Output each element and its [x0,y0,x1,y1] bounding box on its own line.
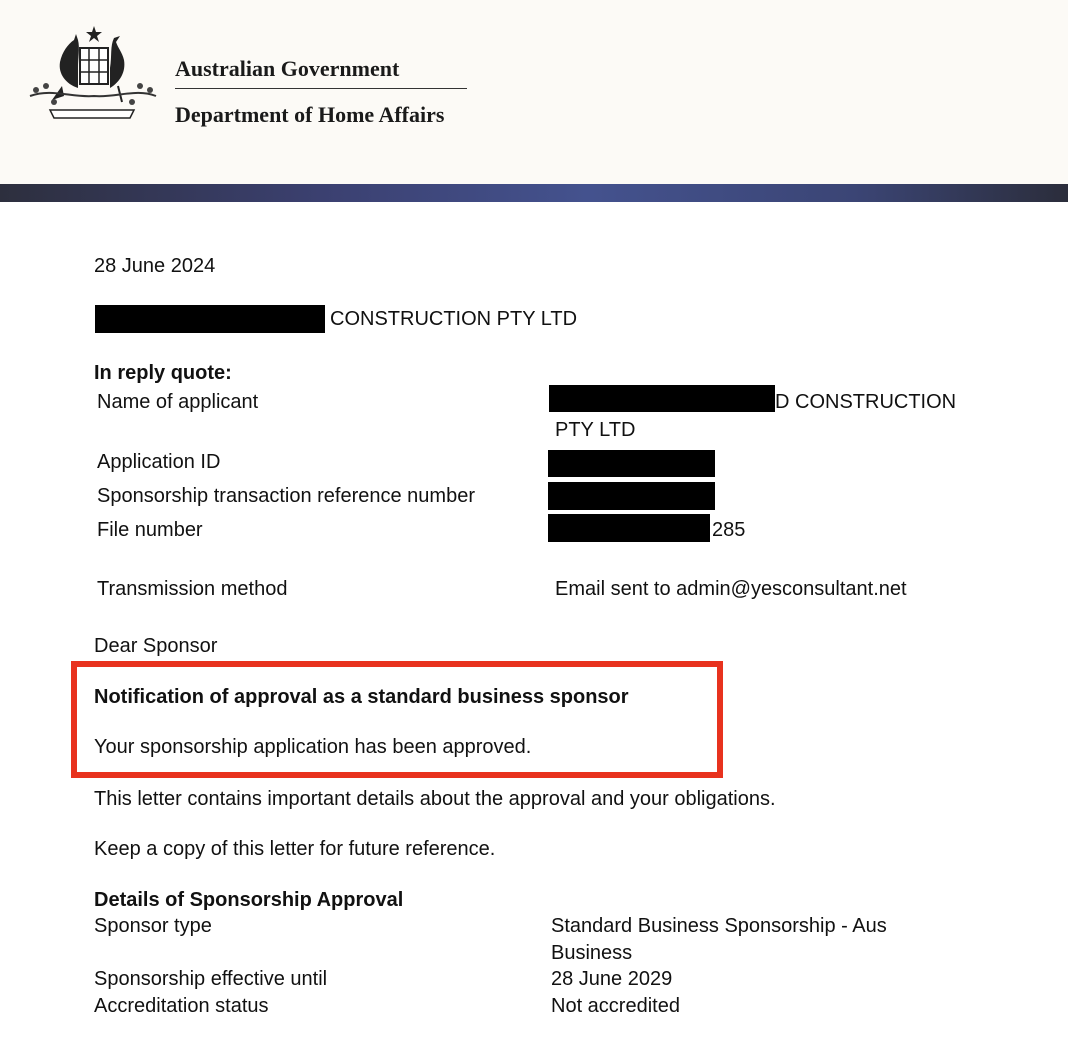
approval-text: Your sponsorship application has been approved. [94,736,532,758]
coat-of-arms-icon [22,24,162,130]
effective-until-label: Sponsorship effective until [94,968,328,990]
transmission-value: Email sent to admin@yesconsultant.net [555,578,907,600]
letter-date: 28 June 2024 [94,255,216,277]
notification-heading: Notification of approval as a standard business sponsor [94,686,629,708]
effective-until-value: 28 June 2029 [551,968,673,990]
sponsor-type-value-line1: Standard Business Sponsorship - Aus [551,915,887,937]
paragraph-obligations: This letter contains important details about the approval and your obligations. [94,788,776,810]
redaction-applicant [549,385,775,412]
department-title: Department of Home Affairs [175,102,445,127]
applicant-value-line2: PTY LTD [555,419,636,441]
reply-heading: In reply quote: [94,362,232,384]
company-name-suffix: CONSTRUCTION PTY LTD [330,308,578,330]
title-divider [175,88,467,89]
applicant-label: Name of applicant [97,391,259,413]
government-title: Australian Government [175,56,400,81]
header-band [0,184,1068,202]
redaction-company-name [95,305,325,333]
applicant-value-line1: D CONSTRUCTION [775,391,957,413]
redaction-file-number [548,514,710,542]
file-number-label: File number [97,519,203,541]
sponsor-type-label: Sponsor type [94,915,212,937]
transmission-label: Transmission method [97,578,288,600]
file-number-suffix: 285 [712,519,746,541]
sponsor-type-value-line2: Business [551,942,633,964]
accreditation-value: Not accredited [551,995,680,1017]
approval-highlight-box [71,661,723,778]
salutation: Dear Sponsor [94,635,218,657]
redaction-str-number [548,482,715,510]
letterhead [0,0,1068,184]
redaction-application-id [548,450,715,477]
paragraph-keep-copy: Keep a copy of this letter for future reference. [94,838,496,860]
str-label: Sponsorship transaction reference number [97,485,475,507]
application-id-label: Application ID [97,451,221,473]
accreditation-label: Accreditation status [94,995,269,1017]
details-heading: Details of Sponsorship Approval [94,889,404,911]
